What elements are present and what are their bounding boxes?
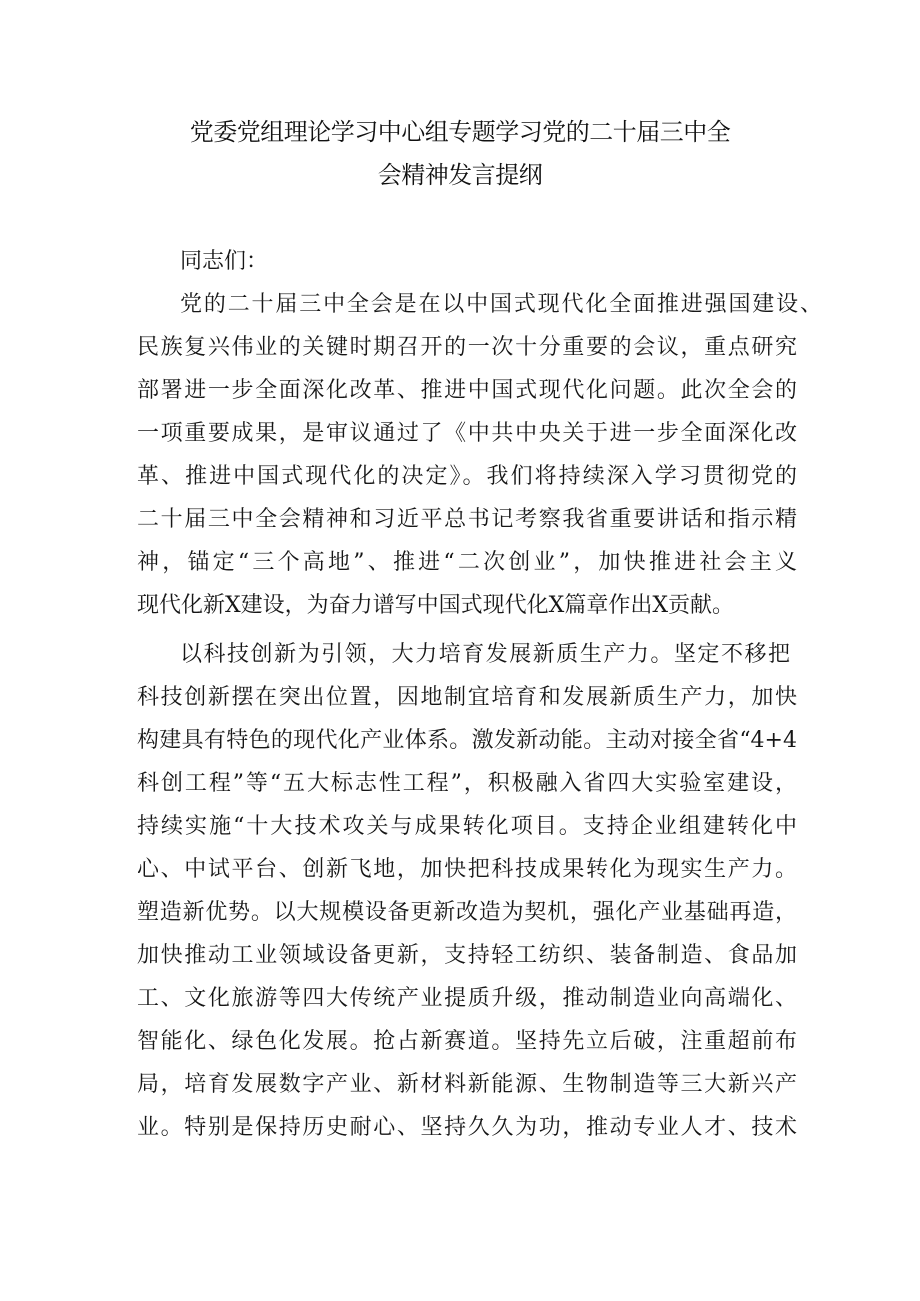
paragraph-2-line: 构建具有特色的现代化产业体系。激发新动能。主动对接全省“4+4	[137, 728, 797, 753]
paragraph-1-line: 二十届三中全会精神和习近平总书记考察我省重要讲话和指示精	[137, 507, 797, 532]
paragraph-2-line: 加快推动工业领域设备更新，支持轻工纺织、装备制造、食品加	[137, 943, 797, 968]
paragraph-2-line: 业。特别是保持历史耐心、坚持久久为功，推动专业人才、技术	[137, 1115, 797, 1140]
paragraph-2-line: 工、文化旅游等四大传统产业提质升级，推动制造业向高端化、	[137, 986, 797, 1011]
paragraph-2-line: 科创工程”等“五大标志性工程”，积极融入省四大实验室建设，	[137, 771, 797, 796]
paragraph-2-line: 心、中试平台、创新飞地，加快把科技成果转化为现实生产力。	[137, 857, 797, 882]
salutation: 同志们：	[180, 249, 269, 274]
paragraph-1-line: 神，锚定“三个高地”、推进“二次创业”，加快推进社会主义	[137, 550, 797, 575]
paragraph-2-line: 持续实施“十大技术攻关与成果转化项目。支持企业组建转化中	[137, 814, 797, 839]
paragraph-1-line: 部署进一步全面深化改革、推进中国式现代化问题。此次全会的	[137, 378, 797, 403]
paragraph-1-line: 革、推进中国式现代化的决定》。我们将持续深入学习贯彻党的	[137, 464, 797, 489]
paragraph-2-line: 以科技创新为引领，大力培育发展新质生产力。坚定不移把	[180, 642, 790, 667]
paragraph-1-line: 党的二十届三中全会是在以中国式现代化全面推进强国建设、	[180, 292, 822, 317]
document-title-line-1: 党委党组理论学习中心组专题学习党的二十届三中全	[189, 118, 731, 146]
paragraph-2-line: 科技创新摆在突出位置，因地制宜培育和发展新质生产力，加快	[137, 685, 797, 710]
paragraph-1-line: 一项重要成果，是审议通过了《中共中央关于进一步全面深化改	[137, 421, 797, 446]
paragraph-1-line: 现代化新X建设，为奋力谱写中国式现代化X篇章作出X贡献。	[137, 593, 734, 618]
paragraph-2-line: 局，培育发展数字产业、新材料新能源、生物制造等三大新兴产	[137, 1072, 797, 1097]
document-title-line-2: 会精神发言提纲	[377, 161, 543, 189]
paragraph-1-line: 民族复兴伟业的关键时期召开的一次十分重要的会议，重点研究	[137, 335, 797, 360]
paragraph-2-line: 塑造新优势。以大规模设备更新改造为契机，强化产业基础再造，	[137, 900, 797, 925]
paragraph-2-line: 智能化、绿色化发展。抢占新赛道。坚持先立后破，注重超前布	[137, 1029, 797, 1054]
